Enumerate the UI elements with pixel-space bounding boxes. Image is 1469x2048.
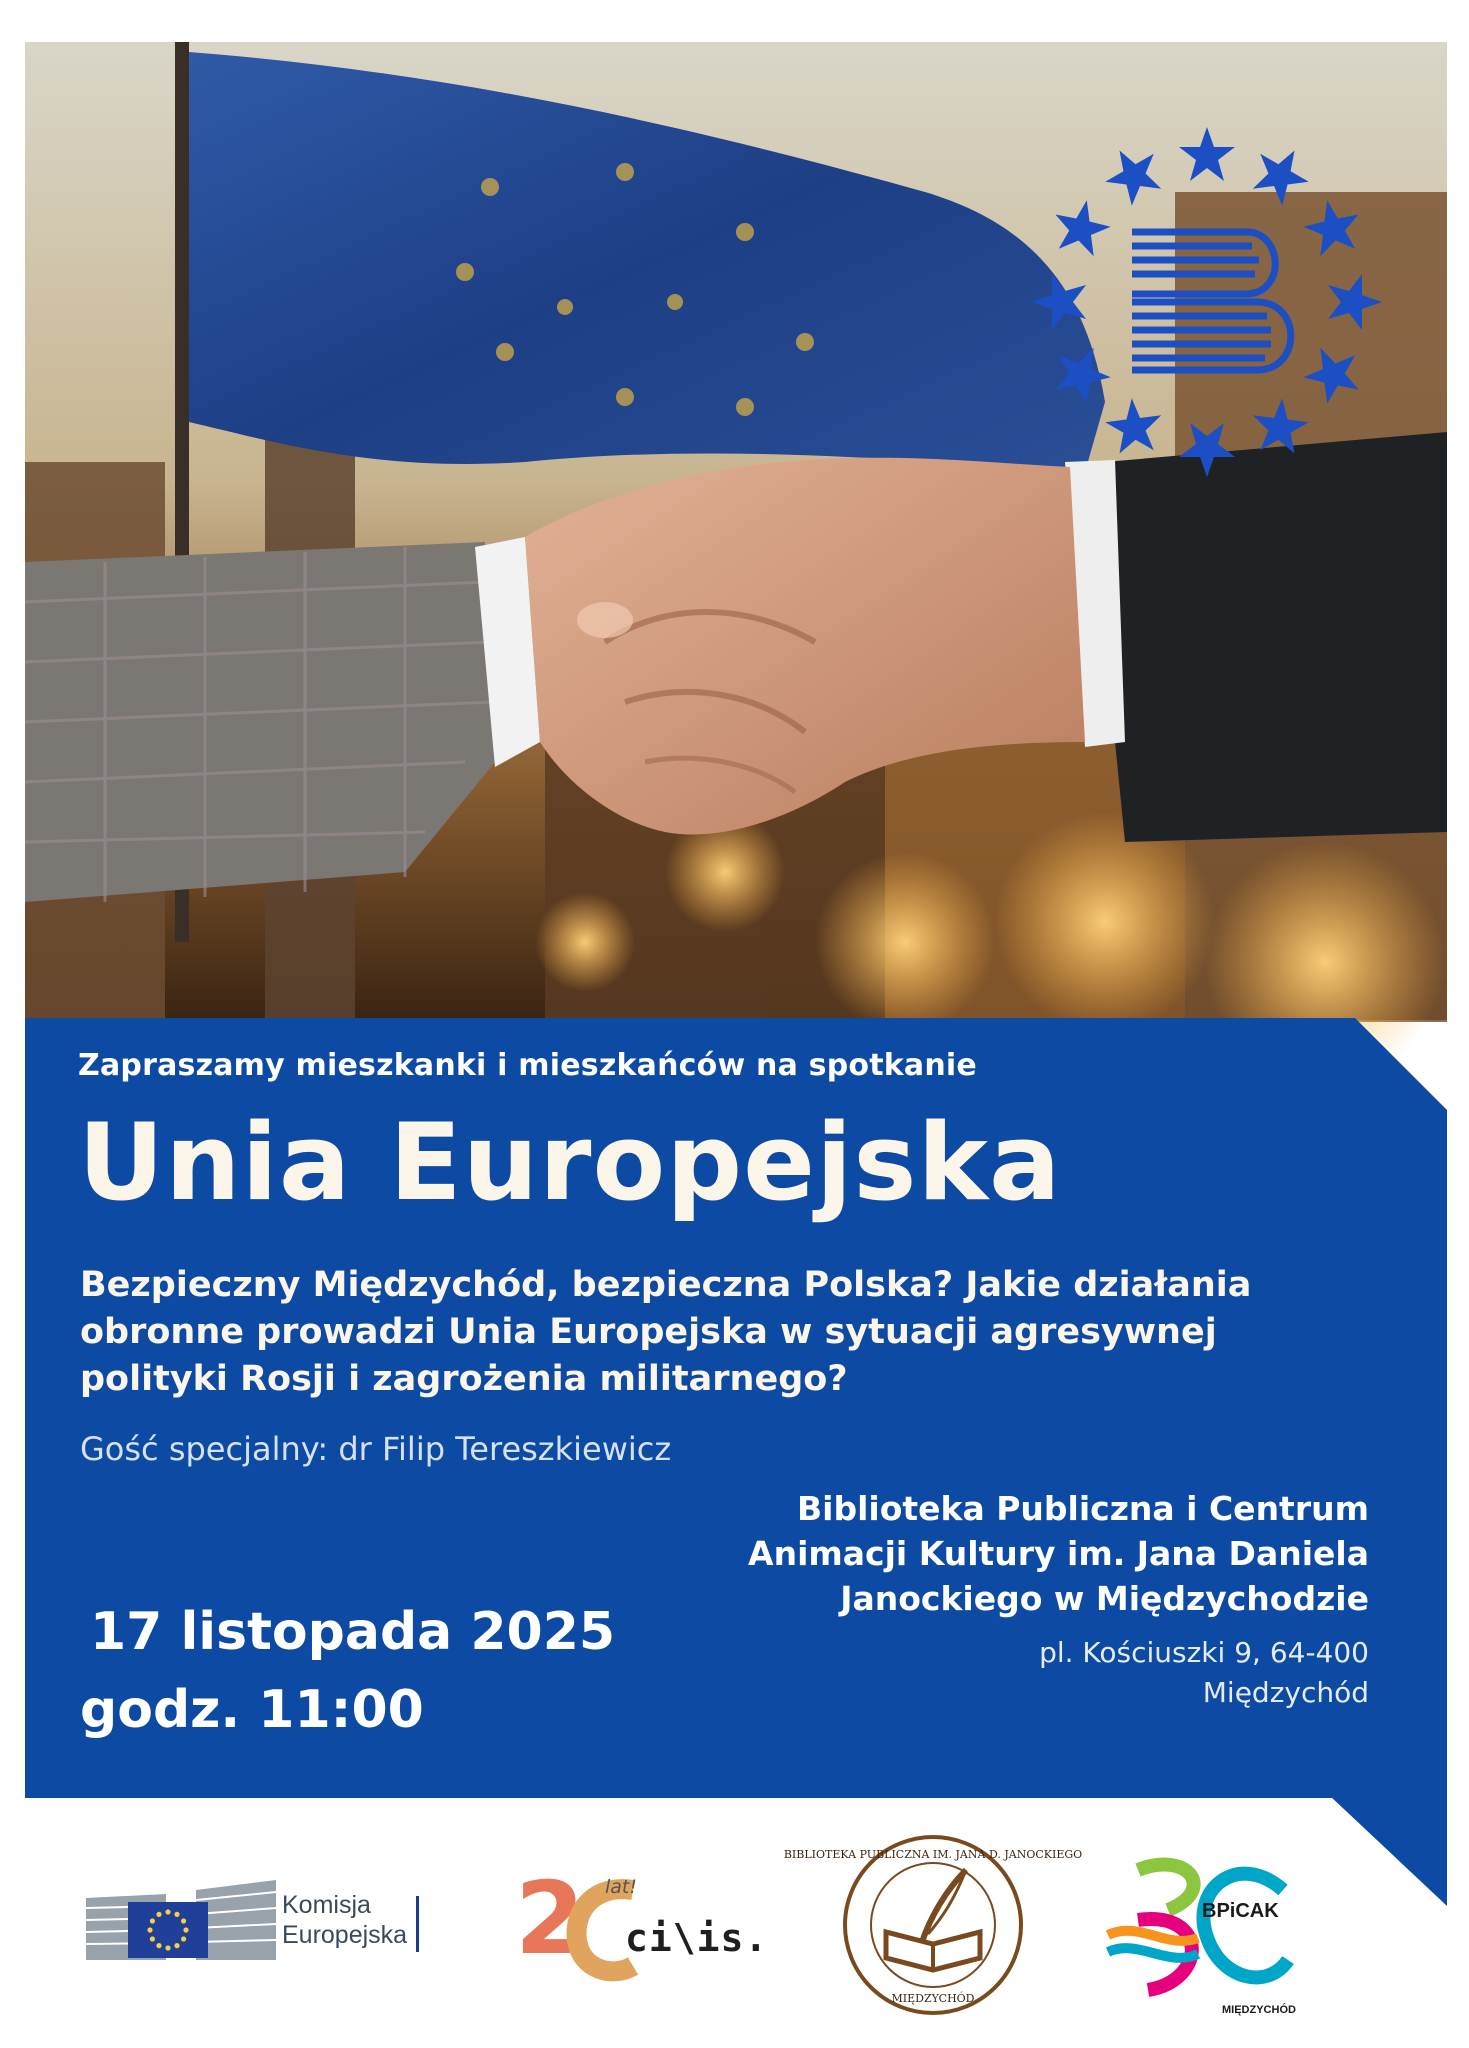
ec-building-icon <box>86 1868 276 1968</box>
venue-line: Animacji Kultury im. Jana Daniela <box>748 1534 1369 1573</box>
special-guest: Gość specjalny: dr Filip Tereszkiewicz <box>80 1430 672 1468</box>
invite-text: Zapraszamy mieszkanki i mieszkańców na spotkanie <box>78 1048 977 1083</box>
address-line: Międzychód <box>1202 1676 1369 1709</box>
ec-divider <box>416 1896 419 1952</box>
library-arc-text: BIBLIOTEKA PUBLICZNA IM. JANA D. JANOCKIEGO <box>783 1848 1083 1861</box>
library-city-text: MIĘDZYCHÓD <box>891 1992 975 2005</box>
venue-name <box>649 1486 1369 1621</box>
bpicak-logo <box>1098 1830 1298 2020</box>
photo-illustration <box>25 42 1447 1020</box>
bpicak-icon <box>1098 1830 1298 2020</box>
ec-label <box>282 1890 407 1950</box>
event-time: godz. 11:00 <box>80 1680 424 1740</box>
bpicak-name: BPiCAK <box>1202 1900 1279 1922</box>
page-title: Unia Europejska <box>78 1101 1062 1224</box>
address-line: pl. Kościuszki 9, 64-400 <box>1039 1636 1369 1669</box>
event-date: 17 listopada 2025 <box>90 1602 616 1662</box>
library-seal-logo <box>783 1830 1083 2020</box>
handshake-photo <box>25 42 1447 1020</box>
event-question: Bezpieczny Międzychód, bezpieczna Polska? Jakie działania obronne prowadzi Unia Europejska w sytuacji agresywnej polityki Rosji i zagrożenia militarnego? <box>80 1265 1252 1399</box>
european-commission-logo <box>86 1868 446 1968</box>
number-20-icon <box>515 1848 635 1988</box>
civis-lat-text: lat! <box>605 1876 637 1898</box>
ec-label-line: Europejska <box>282 1921 408 1949</box>
civis-name: ci\is. <box>625 1916 769 1960</box>
corner-triangle <box>1330 1796 1447 1906</box>
svg-text:2: 2 <box>515 1860 585 1977</box>
ec-label-line: Komisja <box>282 1891 371 1919</box>
bpicak-city: MIĘDZYCHÓD <box>1222 2004 1296 2016</box>
library-seal-icon <box>783 1830 1083 2020</box>
venue-address <box>769 1633 1369 1713</box>
civis-20-logo <box>515 1848 795 1988</box>
venue-line: Biblioteka Publiczna i Centrum <box>796 1489 1369 1528</box>
venue-line: Janockiego w Międzychodzie <box>840 1579 1369 1618</box>
